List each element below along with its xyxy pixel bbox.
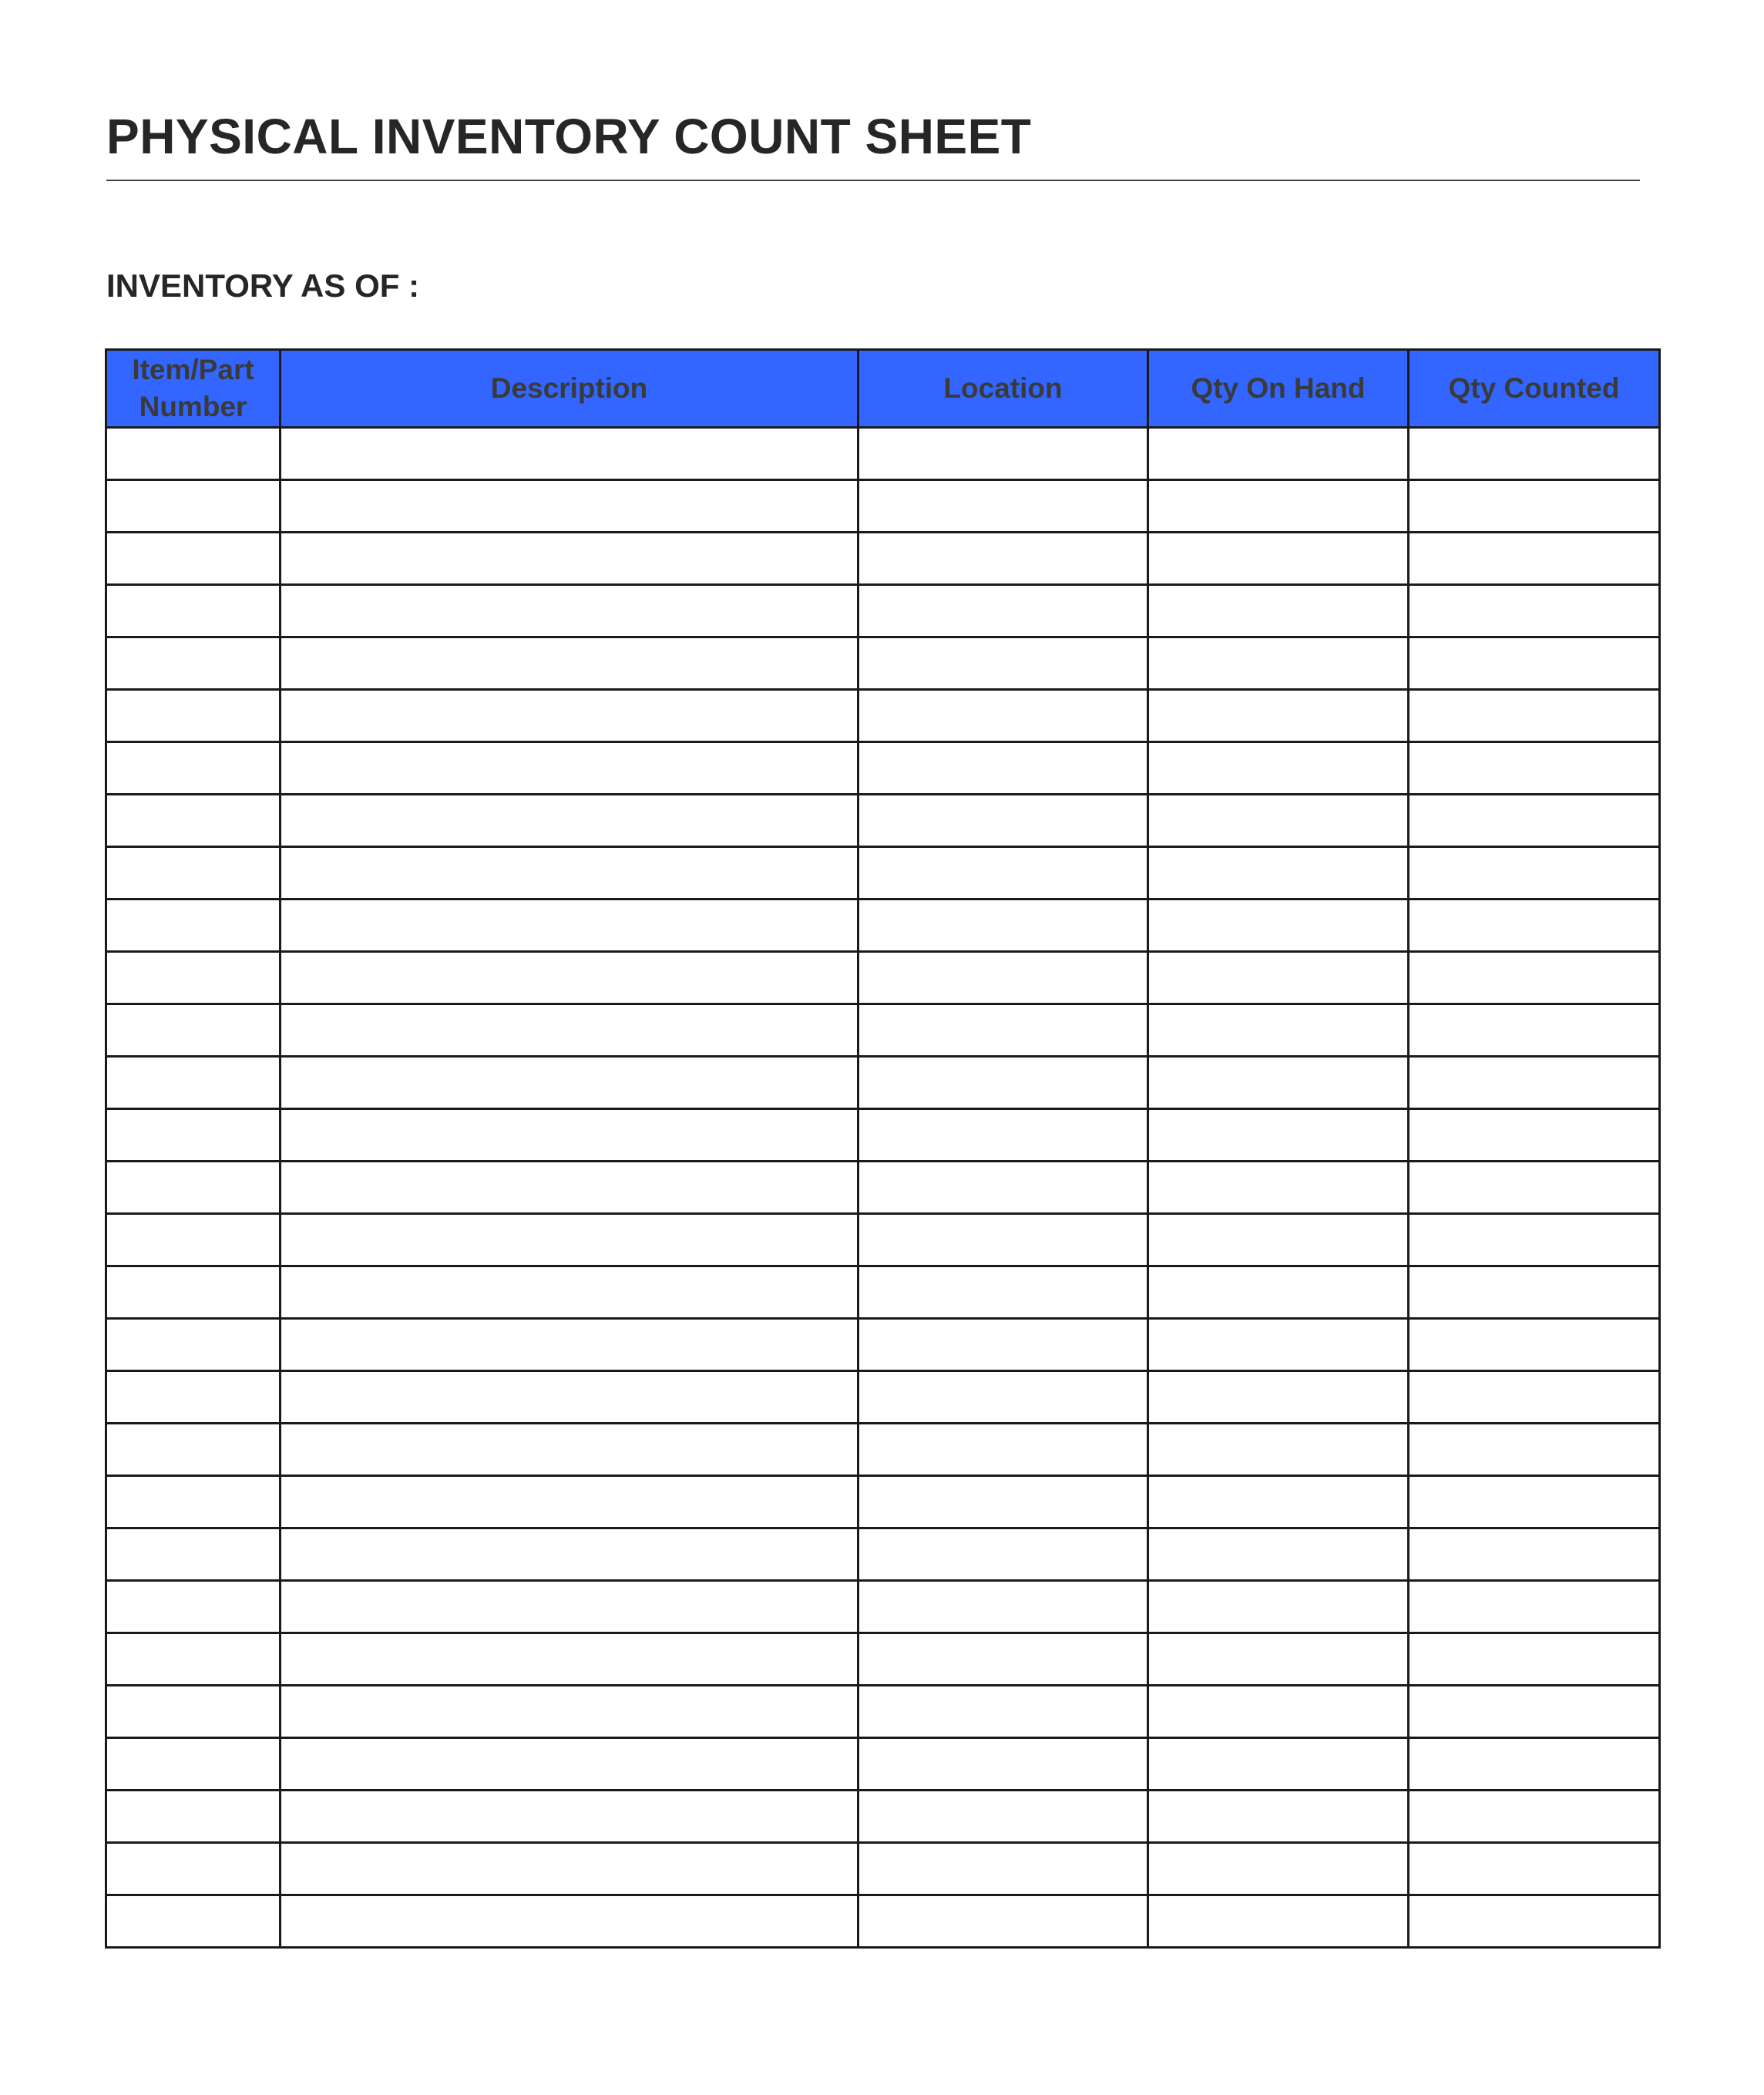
cell-location[interactable] <box>858 1581 1148 1633</box>
cell-qty-counted[interactable] <box>1409 900 1660 952</box>
cell-qty-counted[interactable] <box>1409 1214 1660 1266</box>
cell-description[interactable] <box>281 1476 858 1528</box>
cell-location[interactable] <box>858 585 1148 637</box>
cell-location[interactable] <box>858 1057 1148 1109</box>
cell-qty-counted[interactable] <box>1409 1371 1660 1424</box>
cell-location[interactable] <box>858 742 1148 795</box>
table-row <box>106 795 1660 847</box>
cell-description[interactable] <box>281 1895 858 1948</box>
table-header-row <box>106 350 1660 428</box>
cell-qty-counted[interactable] <box>1409 1528 1660 1581</box>
table-row <box>106 1476 1660 1528</box>
cell-description[interactable] <box>281 1266 858 1319</box>
table-row <box>106 1266 1660 1319</box>
cell-qty-on-hand[interactable] <box>1148 1162 1409 1214</box>
cell-qty-on-hand[interactable] <box>1148 1057 1409 1109</box>
cell-item-part-number[interactable] <box>106 1581 281 1633</box>
cell-qty-counted[interactable] <box>1409 1791 1660 1843</box>
cell-location[interactable] <box>858 1004 1148 1057</box>
cell-qty-on-hand[interactable] <box>1148 690 1409 742</box>
cell-qty-counted[interactable] <box>1409 585 1660 637</box>
cell-item-part-number[interactable] <box>106 428 281 480</box>
cell-qty-counted[interactable] <box>1409 1266 1660 1319</box>
cell-location[interactable] <box>858 1424 1148 1476</box>
cell-item-part-number[interactable] <box>106 847 281 900</box>
cell-location[interactable] <box>858 1633 1148 1686</box>
cell-description[interactable] <box>281 690 858 742</box>
cell-description[interactable] <box>281 585 858 637</box>
cell-location[interactable] <box>858 1895 1148 1948</box>
cell-qty-counted[interactable] <box>1409 480 1660 533</box>
cell-description[interactable] <box>281 1424 858 1476</box>
cell-location[interactable] <box>858 533 1148 585</box>
cell-location[interactable] <box>858 1371 1148 1424</box>
cell-location[interactable] <box>858 1686 1148 1738</box>
cell-item-part-number[interactable] <box>106 533 281 585</box>
cell-qty-counted[interactable] <box>1409 1162 1660 1214</box>
cell-description[interactable] <box>281 1686 858 1738</box>
cell-location[interactable] <box>858 1109 1148 1162</box>
cell-location[interactable] <box>858 1162 1148 1214</box>
cell-item-part-number[interactable] <box>106 1528 281 1581</box>
cell-description[interactable] <box>281 533 858 585</box>
inventory-as-of-label: INVENTORY AS OF : <box>106 267 420 304</box>
cell-description[interactable] <box>281 900 858 952</box>
cell-item-part-number[interactable] <box>106 1057 281 1109</box>
cell-item-part-number[interactable] <box>106 795 281 847</box>
cell-qty-on-hand[interactable] <box>1148 1214 1409 1266</box>
cell-location[interactable] <box>858 428 1148 480</box>
cell-qty-on-hand[interactable] <box>1148 1266 1409 1319</box>
cell-description[interactable] <box>281 1214 858 1266</box>
cell-location[interactable] <box>858 1319 1148 1371</box>
table-row <box>106 428 1660 480</box>
column-header-item-part-number <box>106 350 281 428</box>
table-row <box>106 1371 1660 1424</box>
cell-description[interactable] <box>281 1738 858 1791</box>
cell-location[interactable] <box>858 1476 1148 1528</box>
column-header-item-part-number-line1: Item/Part <box>132 353 254 385</box>
cell-item-part-number[interactable] <box>106 1476 281 1528</box>
cell-item-part-number[interactable] <box>106 1162 281 1214</box>
cell-qty-counted[interactable] <box>1409 795 1660 847</box>
cell-item-part-number[interactable] <box>106 742 281 795</box>
cell-item-part-number[interactable] <box>106 1109 281 1162</box>
cell-qty-on-hand[interactable] <box>1148 795 1409 847</box>
cell-qty-counted[interactable] <box>1409 1109 1660 1162</box>
cell-description[interactable] <box>281 637 858 690</box>
cell-description[interactable] <box>281 847 858 900</box>
cell-qty-counted[interactable] <box>1409 1895 1660 1948</box>
cell-qty-on-hand[interactable] <box>1148 742 1409 795</box>
cell-qty-on-hand[interactable] <box>1148 1843 1409 1895</box>
cell-description[interactable] <box>281 480 858 533</box>
cell-description[interactable] <box>281 1057 858 1109</box>
cell-qty-on-hand[interactable] <box>1148 1738 1409 1791</box>
table-row <box>106 1424 1660 1476</box>
cell-description[interactable] <box>281 1528 858 1581</box>
cell-qty-on-hand[interactable] <box>1148 1424 1409 1476</box>
table-row <box>106 742 1660 795</box>
cell-item-part-number[interactable] <box>106 1424 281 1476</box>
table-row <box>106 1214 1660 1266</box>
cell-item-part-number[interactable] <box>106 1895 281 1948</box>
cell-item-part-number[interactable] <box>106 585 281 637</box>
cell-qty-on-hand[interactable] <box>1148 847 1409 900</box>
cell-item-part-number[interactable] <box>106 1633 281 1686</box>
table-row <box>106 533 1660 585</box>
cell-qty-counted[interactable] <box>1409 1581 1660 1633</box>
title-divider <box>106 180 1640 181</box>
table-row <box>106 585 1660 637</box>
cell-location[interactable] <box>858 847 1148 900</box>
cell-description[interactable] <box>281 428 858 480</box>
cell-item-part-number[interactable] <box>106 1319 281 1371</box>
cell-item-part-number[interactable] <box>106 1371 281 1424</box>
cell-qty-counted[interactable] <box>1409 952 1660 1004</box>
cell-description[interactable] <box>281 1791 858 1843</box>
cell-description[interactable] <box>281 1581 858 1633</box>
cell-item-part-number[interactable] <box>106 1686 281 1738</box>
cell-qty-counted[interactable] <box>1409 1843 1660 1895</box>
cell-description[interactable] <box>281 1633 858 1686</box>
cell-item-part-number[interactable] <box>106 952 281 1004</box>
cell-qty-on-hand[interactable] <box>1148 1528 1409 1581</box>
column-header-description: Description <box>281 350 858 428</box>
cell-qty-counted[interactable] <box>1409 1686 1660 1738</box>
cell-location[interactable] <box>858 1266 1148 1319</box>
cell-qty-counted[interactable] <box>1409 637 1660 690</box>
cell-qty-counted[interactable] <box>1409 533 1660 585</box>
column-header-qty-on-hand: Qty On Hand <box>1148 350 1409 428</box>
table-row <box>106 690 1660 742</box>
cell-qty-counted[interactable] <box>1409 1476 1660 1528</box>
table-row <box>106 1738 1660 1791</box>
cell-item-part-number[interactable] <box>106 1004 281 1057</box>
cell-qty-on-hand[interactable] <box>1148 900 1409 952</box>
cell-qty-counted[interactable] <box>1409 1633 1660 1686</box>
cell-qty-on-hand[interactable] <box>1148 1633 1409 1686</box>
cell-description[interactable] <box>281 1109 858 1162</box>
cell-qty-on-hand[interactable] <box>1148 952 1409 1004</box>
table-row <box>106 1895 1660 1948</box>
table-row <box>106 1528 1660 1581</box>
cell-location[interactable] <box>858 1214 1148 1266</box>
cell-qty-counted[interactable] <box>1409 742 1660 795</box>
cell-item-part-number[interactable] <box>106 637 281 690</box>
cell-location[interactable] <box>858 690 1148 742</box>
cell-description[interactable] <box>281 742 858 795</box>
cell-location[interactable] <box>858 952 1148 1004</box>
column-header-location: Location <box>858 350 1148 428</box>
table-row <box>106 1319 1660 1371</box>
cell-qty-counted[interactable] <box>1409 690 1660 742</box>
cell-item-part-number[interactable] <box>106 690 281 742</box>
table-row <box>106 952 1660 1004</box>
table-row <box>106 1843 1660 1895</box>
cell-location[interactable] <box>858 1843 1148 1895</box>
table-row <box>106 480 1660 533</box>
cell-qty-on-hand[interactable] <box>1148 1791 1409 1843</box>
column-header-item-part-number-line2: Number <box>139 391 247 422</box>
cell-item-part-number[interactable] <box>106 1738 281 1791</box>
table-row <box>106 1057 1660 1109</box>
page-title: PHYSICAL INVENTORY COUNT SHEET <box>106 109 1032 164</box>
cell-qty-on-hand[interactable] <box>1148 533 1409 585</box>
cell-description[interactable] <box>281 795 858 847</box>
cell-qty-on-hand[interactable] <box>1148 480 1409 533</box>
cell-description[interactable] <box>281 952 858 1004</box>
column-header-qty-counted: Qty Counted <box>1409 350 1660 428</box>
cell-qty-on-hand[interactable] <box>1148 1004 1409 1057</box>
cell-qty-counted[interactable] <box>1409 428 1660 480</box>
cell-qty-counted[interactable] <box>1409 1738 1660 1791</box>
cell-location[interactable] <box>858 900 1148 952</box>
cell-qty-counted[interactable] <box>1409 1424 1660 1476</box>
cell-qty-on-hand[interactable] <box>1148 1581 1409 1633</box>
cell-location[interactable] <box>858 1791 1148 1843</box>
cell-description[interactable] <box>281 1371 858 1424</box>
cell-location[interactable] <box>858 1528 1148 1581</box>
cell-item-part-number[interactable] <box>106 1266 281 1319</box>
table-row <box>106 1004 1660 1057</box>
cell-qty-on-hand[interactable] <box>1148 1895 1409 1948</box>
cell-item-part-number[interactable] <box>106 1214 281 1266</box>
cell-qty-on-hand[interactable] <box>1148 1476 1409 1528</box>
table-body <box>106 428 1660 1948</box>
cell-qty-on-hand[interactable] <box>1148 1319 1409 1371</box>
table-row <box>106 1109 1660 1162</box>
table-row <box>106 637 1660 690</box>
cell-qty-on-hand[interactable] <box>1148 585 1409 637</box>
cell-qty-on-hand[interactable] <box>1148 1109 1409 1162</box>
cell-qty-on-hand[interactable] <box>1148 428 1409 480</box>
cell-description[interactable] <box>281 1162 858 1214</box>
cell-item-part-number[interactable] <box>106 480 281 533</box>
cell-qty-counted[interactable] <box>1409 847 1660 900</box>
cell-description[interactable] <box>281 1843 858 1895</box>
cell-item-part-number[interactable] <box>106 1843 281 1895</box>
cell-description[interactable] <box>281 1319 858 1371</box>
cell-qty-counted[interactable] <box>1409 1004 1660 1057</box>
table-row <box>106 1581 1660 1633</box>
cell-qty-on-hand[interactable] <box>1148 637 1409 690</box>
table-row <box>106 1162 1660 1214</box>
cell-description[interactable] <box>281 1004 858 1057</box>
cell-location[interactable] <box>858 637 1148 690</box>
cell-qty-counted[interactable] <box>1409 1319 1660 1371</box>
cell-qty-on-hand[interactable] <box>1148 1371 1409 1424</box>
table-row <box>106 1791 1660 1843</box>
cell-qty-counted[interactable] <box>1409 1057 1660 1109</box>
table-row <box>106 900 1660 952</box>
cell-qty-on-hand[interactable] <box>1148 1686 1409 1738</box>
inventory-count-table <box>105 348 1661 1949</box>
table-row <box>106 1633 1660 1686</box>
cell-location[interactable] <box>858 480 1148 533</box>
cell-item-part-number[interactable] <box>106 1791 281 1843</box>
cell-location[interactable] <box>858 795 1148 847</box>
table-row <box>106 1686 1660 1738</box>
table-row <box>106 847 1660 900</box>
cell-location[interactable] <box>858 1738 1148 1791</box>
cell-item-part-number[interactable] <box>106 900 281 952</box>
